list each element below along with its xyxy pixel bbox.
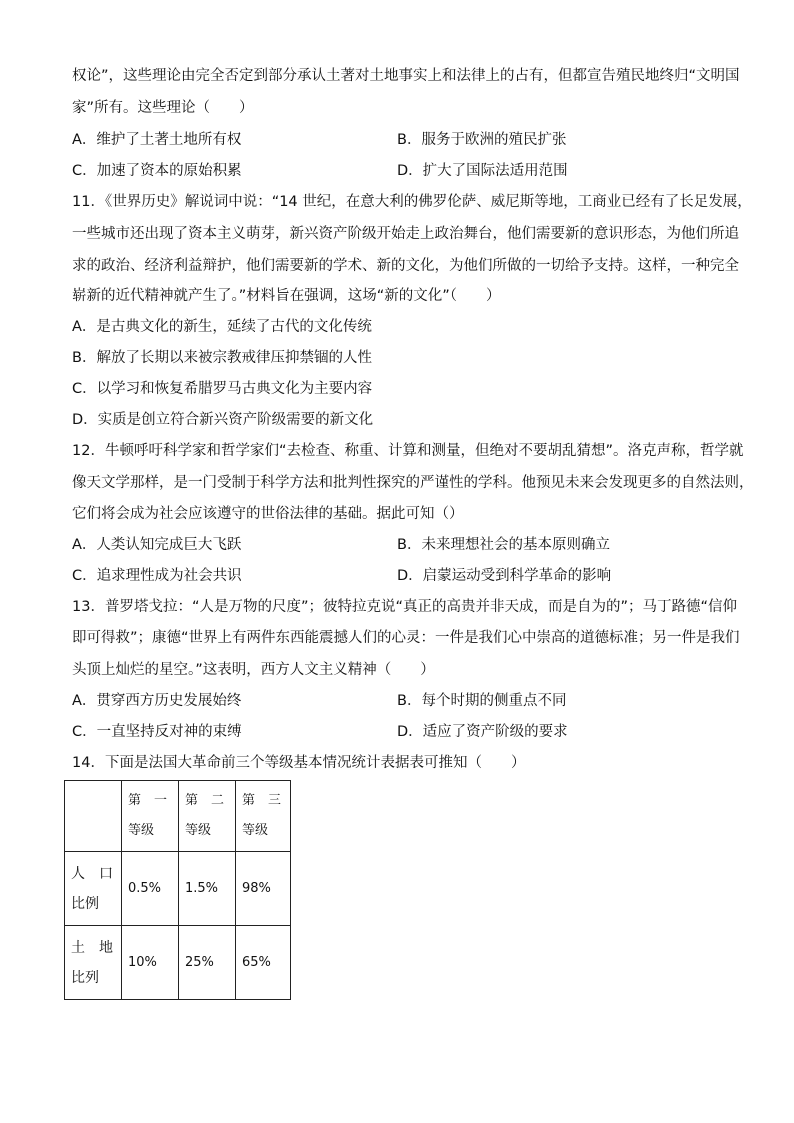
table-row xyxy=(65,852,291,926)
q10-option-b: B．服务于欧洲的殖民扩张 xyxy=(397,132,567,148)
q14-stem-line-1: 14．下面是法国大革命前三个等级基本情况统计表据表可推知（ ） xyxy=(72,755,526,771)
cell-land-first: 10% xyxy=(122,926,179,1000)
q12-option-a: A．人类认知完成巨大飞跃 xyxy=(72,537,242,553)
q13-option-b: B．每个时期的侧重点不同 xyxy=(397,693,567,709)
q11-option-a: A．是古典文化的新生，延续了古代的文化传统 xyxy=(72,319,372,335)
q13-stem-line-3: 头顶上灿烂的星空。”这表明，西方人文主义精神（ ） xyxy=(72,662,435,678)
q11-stem-line-1: 11．《世界历史》解说词中说：“14 世纪，在意大利的佛罗伦萨、威尼斯等地，工商业已经有了长足发展， xyxy=(72,194,752,210)
table-corner-cell xyxy=(65,781,122,852)
q12-option-b: B．未来理想社会的基本原则确立 xyxy=(397,537,610,553)
cell-population-third: 98% xyxy=(236,852,291,926)
estates-statistics-table xyxy=(64,780,291,1000)
q11-option-d: D．实质是创立符合新兴资产阶级需要的新文化 xyxy=(72,412,374,428)
header-third-estate xyxy=(236,781,291,852)
q11-option-b: B．解放了长期以来被宗教戒律压抑禁锢的人性 xyxy=(72,350,372,366)
q12-stem-line-1: 12．牛顿呼吁科学家和哲学家们“去检查、称重、计算和测量，但绝对不要胡乱猜想”。洛克声称，哲学就 xyxy=(72,443,744,459)
table-header-row xyxy=(65,781,291,852)
q13-option-c: C．一直坚持反对神的束缚 xyxy=(72,724,242,740)
q10-option-d: D．扩大了国际法适用范围 xyxy=(397,163,568,179)
header-first-estate-text: 第 一 等级 xyxy=(128,793,168,838)
q12-option-c: C．追求理性成为社会共识 xyxy=(72,568,242,584)
q11-stem-line-3: 求的政治、经济利益辩护，他们需要新的学术、新的文化，为他们所做的一切给予支持。这样，一种完全 xyxy=(72,258,739,274)
q10-stem-line-1: 权论”，这些理论由完全否定到部分承认土著对土地事实上和法律上的占有，但都宣告殖民地终归“文明国 xyxy=(72,68,740,84)
header-first-estate xyxy=(122,781,179,852)
cell-population-second: 1.5% xyxy=(179,852,236,926)
cell-population-first: 0.5% xyxy=(122,852,179,926)
q10-option-a: A．维护了土著土地所有权 xyxy=(72,132,242,148)
q11-stem-line-2: 一些城市还出现了资本主义萌芽，新兴资产阶级开始走上政治舞台，他们需要新的意识形态，为他们所追 xyxy=(72,226,739,242)
q13-stem-line-1: 13．普罗塔戈拉：“人是万物的尺度”；彼特拉克说“真正的高贵并非天成，而是自为的”；马丁路德“信仰 xyxy=(72,599,738,615)
header-third-estate-text: 第 三 等级 xyxy=(242,793,282,838)
header-second-estate xyxy=(179,781,236,852)
header-second-estate-text: 第 二 等级 xyxy=(185,793,225,838)
q10-stem-line-2: 家”所有。这些理论（ ） xyxy=(72,100,254,116)
q11-stem-line-4: 崭新的近代精神就产生了。”材料旨在强调，这场“新的文化”（ ） xyxy=(72,288,501,304)
q12-option-d: D．启蒙运动受到科学革命的影响 xyxy=(397,568,612,584)
cell-land-second: 25% xyxy=(179,926,236,1000)
row-label-land-text: 土 地 比列 xyxy=(71,939,113,986)
q13-stem-line-2: 即可得救”；康德“世界上有两件东西能震撼人们的心灵：一件是我们心中崇高的道德标准；另一件是我们 xyxy=(72,630,740,646)
q12-stem-line-2: 像天文学那样，是一门受制于科学方法和批判性探究的严谨性的学科。他预见未来会发现更多的自然法则， xyxy=(72,475,754,491)
q10-option-c: C．加速了资本的原始积累 xyxy=(72,163,242,179)
row-label-population xyxy=(65,852,122,926)
q13-option-d: D．适应了资产阶级的要求 xyxy=(397,724,568,740)
row-label-population-text: 人 口 比例 xyxy=(71,865,113,912)
table-row xyxy=(65,926,291,1000)
q12-stem-line-3: 它们将会成为社会应该遵守的世俗法律的基础。据此可知（） xyxy=(72,506,464,522)
cell-land-third: 65% xyxy=(236,926,291,1000)
q11-option-c: C．以学习和恢复希腊罗马古典文化为主要内容 xyxy=(72,381,373,397)
row-label-land xyxy=(65,926,122,1000)
q13-option-a: A．贯穿西方历史发展始终 xyxy=(72,693,242,709)
